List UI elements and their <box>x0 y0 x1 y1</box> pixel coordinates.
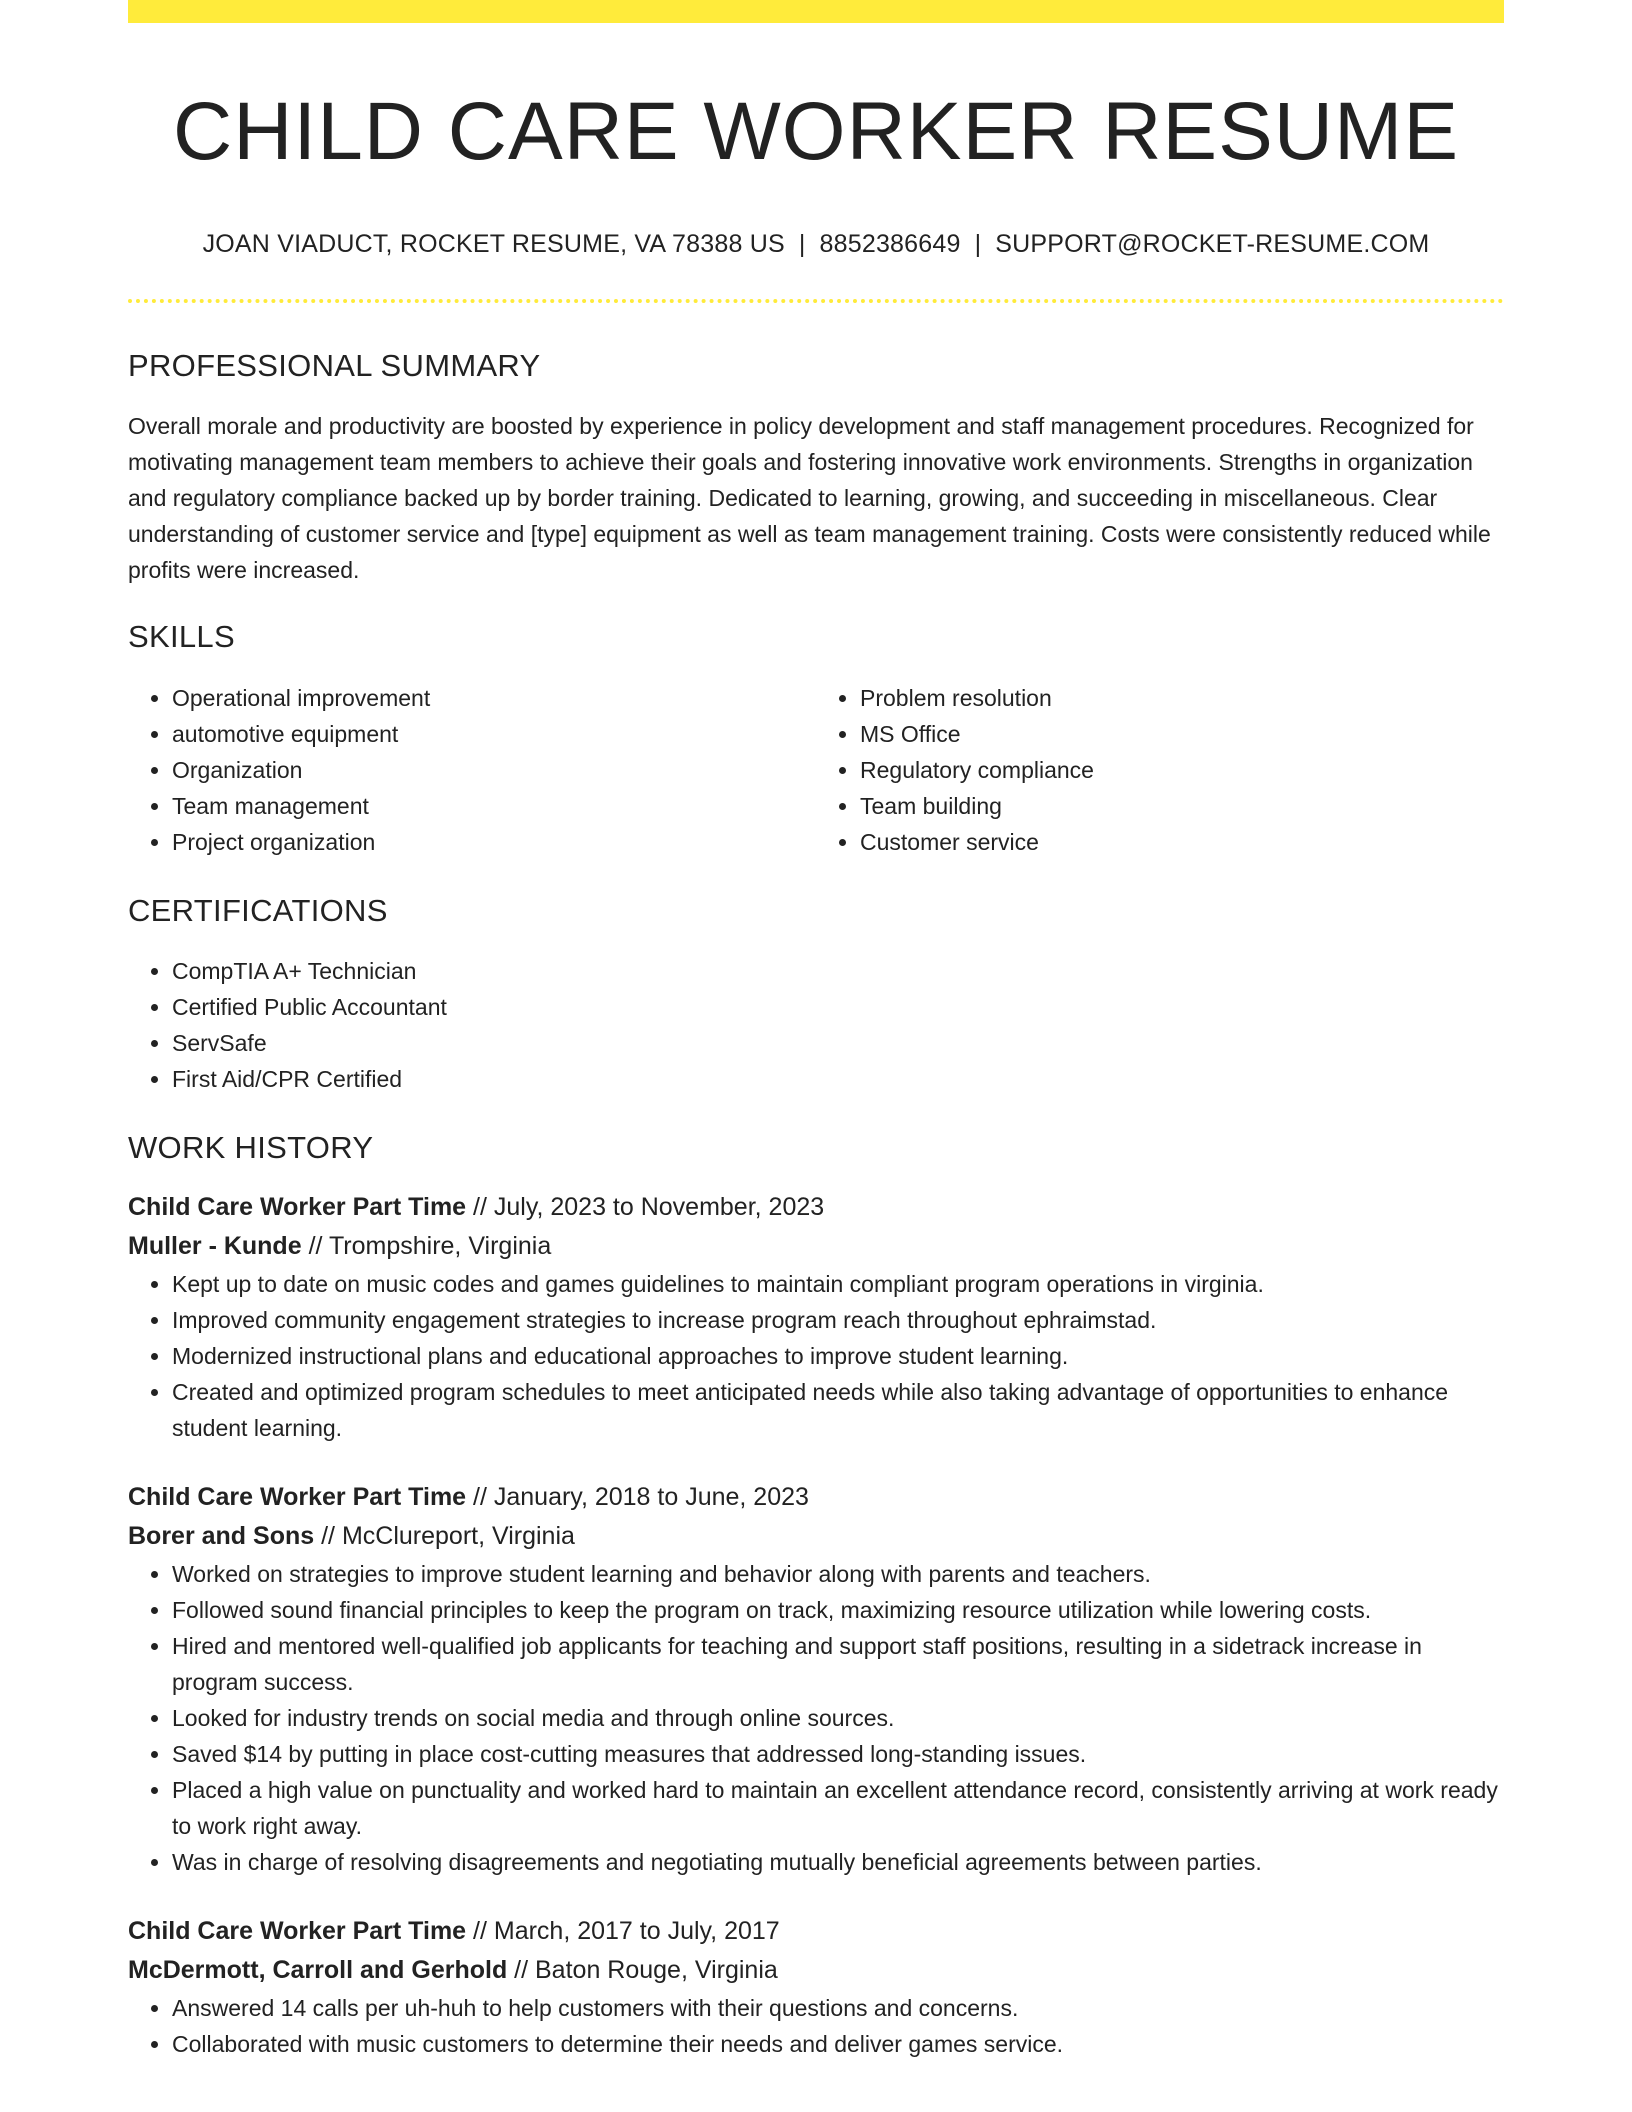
job-title: Child Care Worker Part Time <box>128 1482 467 1511</box>
job-bullet: • Hired and mentored well-qualified job applicants for teaching and support staff positions, resulting in a sidetrack increase in program success. <box>172 1628 1504 1700</box>
job-bullet: • Modernized instructional plans and educational approaches to improve student learning. <box>172 1338 1504 1374</box>
job-title: Child Care Worker Part Time <box>128 1916 467 1945</box>
job-bullet: • Placed a high value on punctuality and worked hard to maintain an excellent attendance record, consistently arriving at work ready to work right away. <box>172 1772 1504 1844</box>
summary-section <box>128 347 1504 588</box>
contact-line <box>128 229 1504 259</box>
job-company: Borer and Sons <box>128 1521 315 1550</box>
resume-title: CHILD CARE WORKER RESUME <box>172 86 1460 177</box>
job-entry <box>128 1478 1504 1880</box>
skill-item: • Team building <box>860 788 1504 824</box>
job-title-line <box>128 1188 1504 1227</box>
job-bullet: • Looked for industry trends on social media and through online sources. <box>172 1700 1504 1736</box>
skill-item: • automotive equipment <box>172 716 816 752</box>
certification-item: • ServSafe <box>172 1025 1504 1061</box>
skills-heading: SKILLS <box>128 619 235 655</box>
resume-page <box>128 0 1504 2062</box>
work-history-heading: WORK HISTORY <box>128 1129 374 1165</box>
job-bullet: • Kept up to date on music codes and games guidelines to maintain compliant program operations in virginia. <box>172 1266 1504 1302</box>
dotted-divider <box>128 299 1504 303</box>
contact-separator: | <box>974 230 982 259</box>
skill-item: • Regulatory compliance <box>860 752 1504 788</box>
skills-list-left <box>128 680 816 860</box>
skill-item: • Operational improvement <box>172 680 816 716</box>
job-bullet: • Followed sound financial principles to keep the program on track, maximizing resource utilization while lowering costs. <box>172 1592 1504 1628</box>
certification-item: • First Aid/CPR Certified <box>172 1061 1504 1097</box>
skill-item: • Team management <box>172 788 816 824</box>
job-dates: // March, 2017 to July, 2017 <box>473 1916 780 1945</box>
job-entry <box>128 1188 1504 1446</box>
job-bullet: • Saved $14 by putting in place cost-cutting measures that addressed long-standing issues. <box>172 1736 1504 1772</box>
skill-item: • Problem resolution <box>860 680 1504 716</box>
contact-address: JOAN VIADUCT, ROCKET RESUME, VA 78388 US <box>202 230 785 259</box>
certification-item: • CompTIA A+ Technician <box>172 953 1504 989</box>
job-title: Child Care Worker Part Time <box>128 1192 467 1221</box>
job-bullet: • Worked on strategies to improve student learning and behavior along with parents and teachers. <box>172 1556 1504 1592</box>
skills-section <box>128 618 1504 859</box>
job-location: // Trompshire, Virginia <box>308 1231 552 1260</box>
skills-list-right <box>816 680 1504 860</box>
job-dates: // July, 2023 to November, 2023 <box>473 1192 825 1221</box>
skills-grid <box>128 680 1504 860</box>
certifications-list <box>128 953 1504 1097</box>
job-company-line <box>128 1517 1504 1556</box>
job-bullet: • Answered 14 calls per uh-huh to help customers with their questions and concerns. <box>172 1990 1504 2026</box>
job-company: Muller - Kunde <box>128 1231 302 1260</box>
job-location: // McClureport, Virginia <box>321 1521 575 1550</box>
skill-item: • Organization <box>172 752 816 788</box>
certification-item: • Certified Public Accountant <box>172 989 1504 1025</box>
summary-text: Overall morale and productivity are boosted by experience in policy development and staff management procedures. Recognized for motivating management team members to achieve their goals and fostering innovative work environments. Strengths in organization and regulatory compliance backed up by border training. Dedicated to learning, growing, and succeeding in miscellaneous. Clear understanding of customer service and [type] equipment as well as team management training. Costs were consistently reduced while profits were increased. <box>128 413 1491 584</box>
job-bullet: • Improved community engagement strategies to increase program reach throughout ephraimstad. <box>172 1302 1504 1338</box>
skill-item: • MS Office <box>860 716 1504 752</box>
job-bullets <box>128 1990 1504 2062</box>
skill-item: • Customer service <box>860 824 1504 860</box>
job-company-line <box>128 1951 1504 1990</box>
certifications-heading: CERTIFICATIONS <box>128 892 388 928</box>
work-history-section <box>128 1129 1504 2062</box>
job-entry <box>128 1912 1504 2062</box>
job-title-line <box>128 1478 1504 1517</box>
job-bullets <box>128 1556 1504 1880</box>
job-company: McDermott, Carroll and Gerhold <box>128 1955 508 1984</box>
job-bullet: • Collaborated with music customers to determine their needs and deliver games service. <box>172 2026 1504 2062</box>
skill-item: • Project organization <box>172 824 816 860</box>
job-bullet: • Was in charge of resolving disagreements and negotiating mutually beneficial agreements between parties. <box>172 1844 1504 1880</box>
certifications-section <box>128 892 1504 1097</box>
job-bullet: • Created and optimized program schedules to meet anticipated needs while also taking advantage of opportunities to enhance student learning. <box>172 1374 1504 1446</box>
contact-email: SUPPORT@ROCKET-RESUME.COM <box>995 230 1430 259</box>
job-dates: // January, 2018 to June, 2023 <box>473 1482 809 1511</box>
summary-heading: PROFESSIONAL SUMMARY <box>128 348 541 384</box>
contact-separator: | <box>798 230 806 259</box>
job-bullets <box>128 1266 1504 1446</box>
job-location: // Baton Rouge, Virginia <box>514 1955 778 1984</box>
top-accent-bar <box>128 0 1504 23</box>
job-company-line <box>128 1227 1504 1266</box>
job-title-line <box>128 1912 1504 1951</box>
contact-phone: 8852386649 <box>819 230 961 259</box>
